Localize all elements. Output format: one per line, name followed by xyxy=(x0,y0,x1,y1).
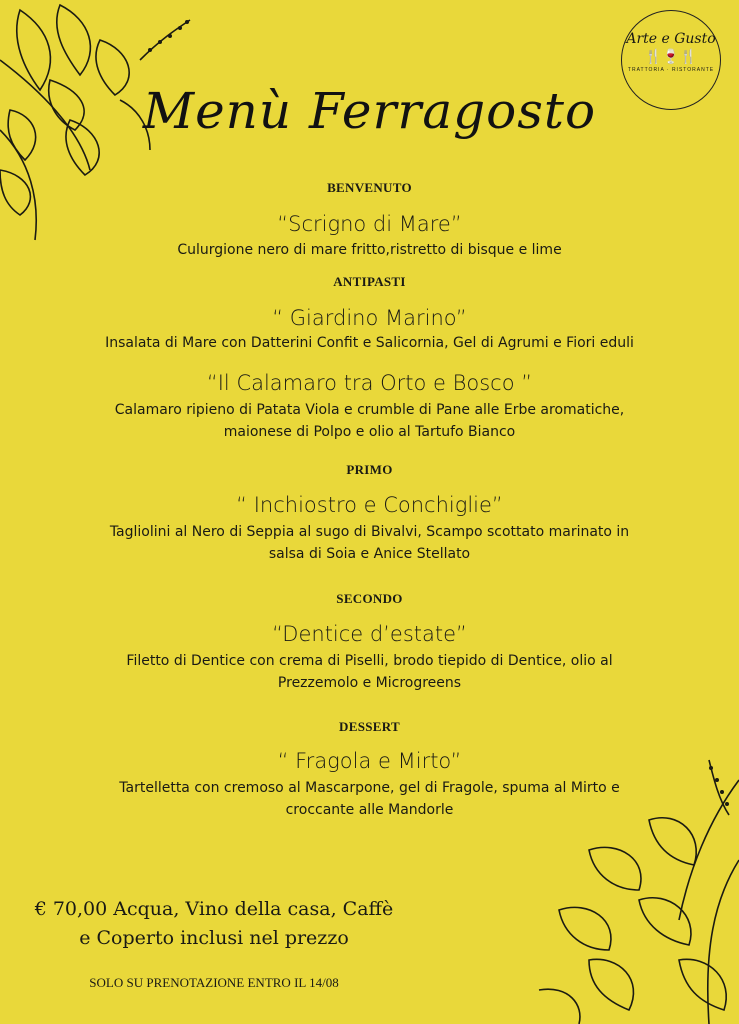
dish-description: Filetto di Dentice con crema di Piselli, brodo tiepido di Dentice, olio al Prezzemolo e Microgreens xyxy=(126,653,613,691)
dish-name: “Dentice d’estate” xyxy=(272,622,467,646)
dish-description: Tartelletta con cremoso al Mascarpone, gel di Fragole, spuma al Mirto e croccante alle Mandorle xyxy=(119,780,620,818)
price-info xyxy=(24,895,404,953)
dish-name: “Scrigno di Mare” xyxy=(277,212,462,236)
section-heading-antipasti: ANTIPASTI xyxy=(333,274,406,289)
price-line-1: € 70,00 Acqua, Vino della casa, Caffè xyxy=(34,898,394,920)
dish-description: Tagliolini al Nero di Seppia al sugo di Bivalvi, Scampo scottato marinato in salsa di Soia e Anice Stellato xyxy=(109,524,630,562)
dish-description: Culurgione nero di mare fritto,ristretto di bisque e lime xyxy=(177,242,562,258)
menu-title: Menù Ferragosto xyxy=(142,82,597,140)
dish-description: Calamaro ripieno di Patata Viola e crumble di Pane alle Erbe aromatiche, maionese di Polpo e olio al Tartufo Bianco xyxy=(114,402,625,440)
dish-description: Insalata di Mare con Datterini Confit e Salicornia, Gel di Agrumi e Fiori eduli xyxy=(105,335,634,351)
logo-name: Arte e Gusto xyxy=(626,31,716,47)
dish-name: “ Fragola e Mirto” xyxy=(277,749,462,773)
section-heading-secondo: SECONDO xyxy=(336,591,403,606)
logo-subtitle: TRATTORIA · RISTORANTE xyxy=(627,67,715,73)
section-heading-primo: PRIMO xyxy=(346,462,393,477)
section-heading-dessert: DESSERT xyxy=(339,719,400,734)
dish-name: “ Giardino Marino” xyxy=(272,306,467,330)
reservation-note: SOLO SU PRENOTAZIONE ENTRO IL 14/08 xyxy=(89,975,339,990)
price-line-2: e Coperto inclusi nel prezzo xyxy=(79,927,349,949)
dish-name: “ Inchiostro e Conchiglie” xyxy=(236,493,503,517)
section-heading-benvenuto: BENVENUTO xyxy=(327,180,412,195)
cutlery-icon: 🍴🍷🍴 xyxy=(644,49,698,65)
dish-name: “Il Calamaro tra Orto e Bosco ” xyxy=(206,371,533,395)
